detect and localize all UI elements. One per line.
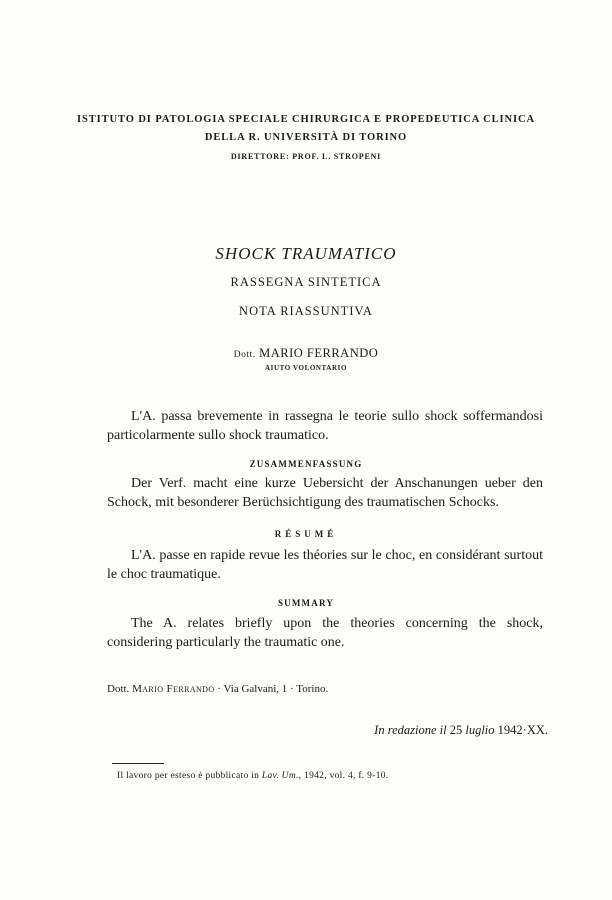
institute-line-1: ISTITUTO DI PATOLOGIA SPECIALE CHIRURGICA E PROPEDEUTICA CLINICA (77, 114, 535, 125)
redazione-text: In redazione il (374, 723, 447, 737)
footnote-journal: Lav. Um. (261, 771, 299, 781)
footnote-ref: , 1942, vol. 4, f. 9-10. (298, 771, 389, 781)
author-name: MARIO FERRANDO (259, 346, 379, 360)
footnote-text: Il lavoro per esteso è pubblicato in (117, 771, 260, 781)
institute-line-2: DELLA R. UNIVERSITÀ DI TORINO (204, 132, 408, 143)
address-name: Mario Ferrando (132, 683, 215, 695)
address-prefix: Dott. (107, 683, 130, 695)
author-address (107, 683, 328, 695)
article-note: NOTA RIASSUNTIVA (239, 304, 373, 318)
heading-zusammenfassung: ZUSAMMENFASSUNG (249, 459, 363, 469)
heading-resume: RÉSUMÉ (274, 529, 338, 539)
abstract-english: The A. relates briefly upon the theories concerning the shock, considering particularly the traumatic one. (107, 616, 543, 650)
article-title: SHOCK TRAUMATICO (215, 244, 397, 263)
author-role: AIUTO VOLONTARIO (264, 364, 347, 372)
abstract-italian: L'A. passa brevemente in rassegna le teorie sullo shock soffermandosi particolarmente sullo shock traumatico. (107, 409, 543, 443)
author-line (0, 346, 612, 361)
heading-summary: SUMMARY (277, 598, 335, 608)
footnote-rule (112, 763, 164, 764)
footnote (117, 771, 388, 781)
author-prefix: Dott. (233, 350, 256, 360)
redazione-date (374, 723, 548, 738)
redazione-year: 1942·XX. (497, 723, 548, 737)
redazione-day: 25 (449, 723, 463, 737)
redazione-month: luglio (465, 723, 495, 737)
abstract-french: L'A. passe en rapide revue les théories sur le choc, en considérant surtout le choc traumatique. (107, 548, 543, 582)
address-rest: · Via Galvani, 1 · Torino. (217, 683, 329, 695)
abstract-german: Der Verf. macht eine kurze Uebersicht der Anschanungen ueber den Schock, mit besonderer Berüchsichtigung des traumatischen Schocks. (107, 476, 543, 510)
article-subtitle: RASSEGNA SINTETICA (230, 275, 382, 289)
director-line: DIRETTORE: PROF. L. STROPENI (230, 152, 382, 161)
